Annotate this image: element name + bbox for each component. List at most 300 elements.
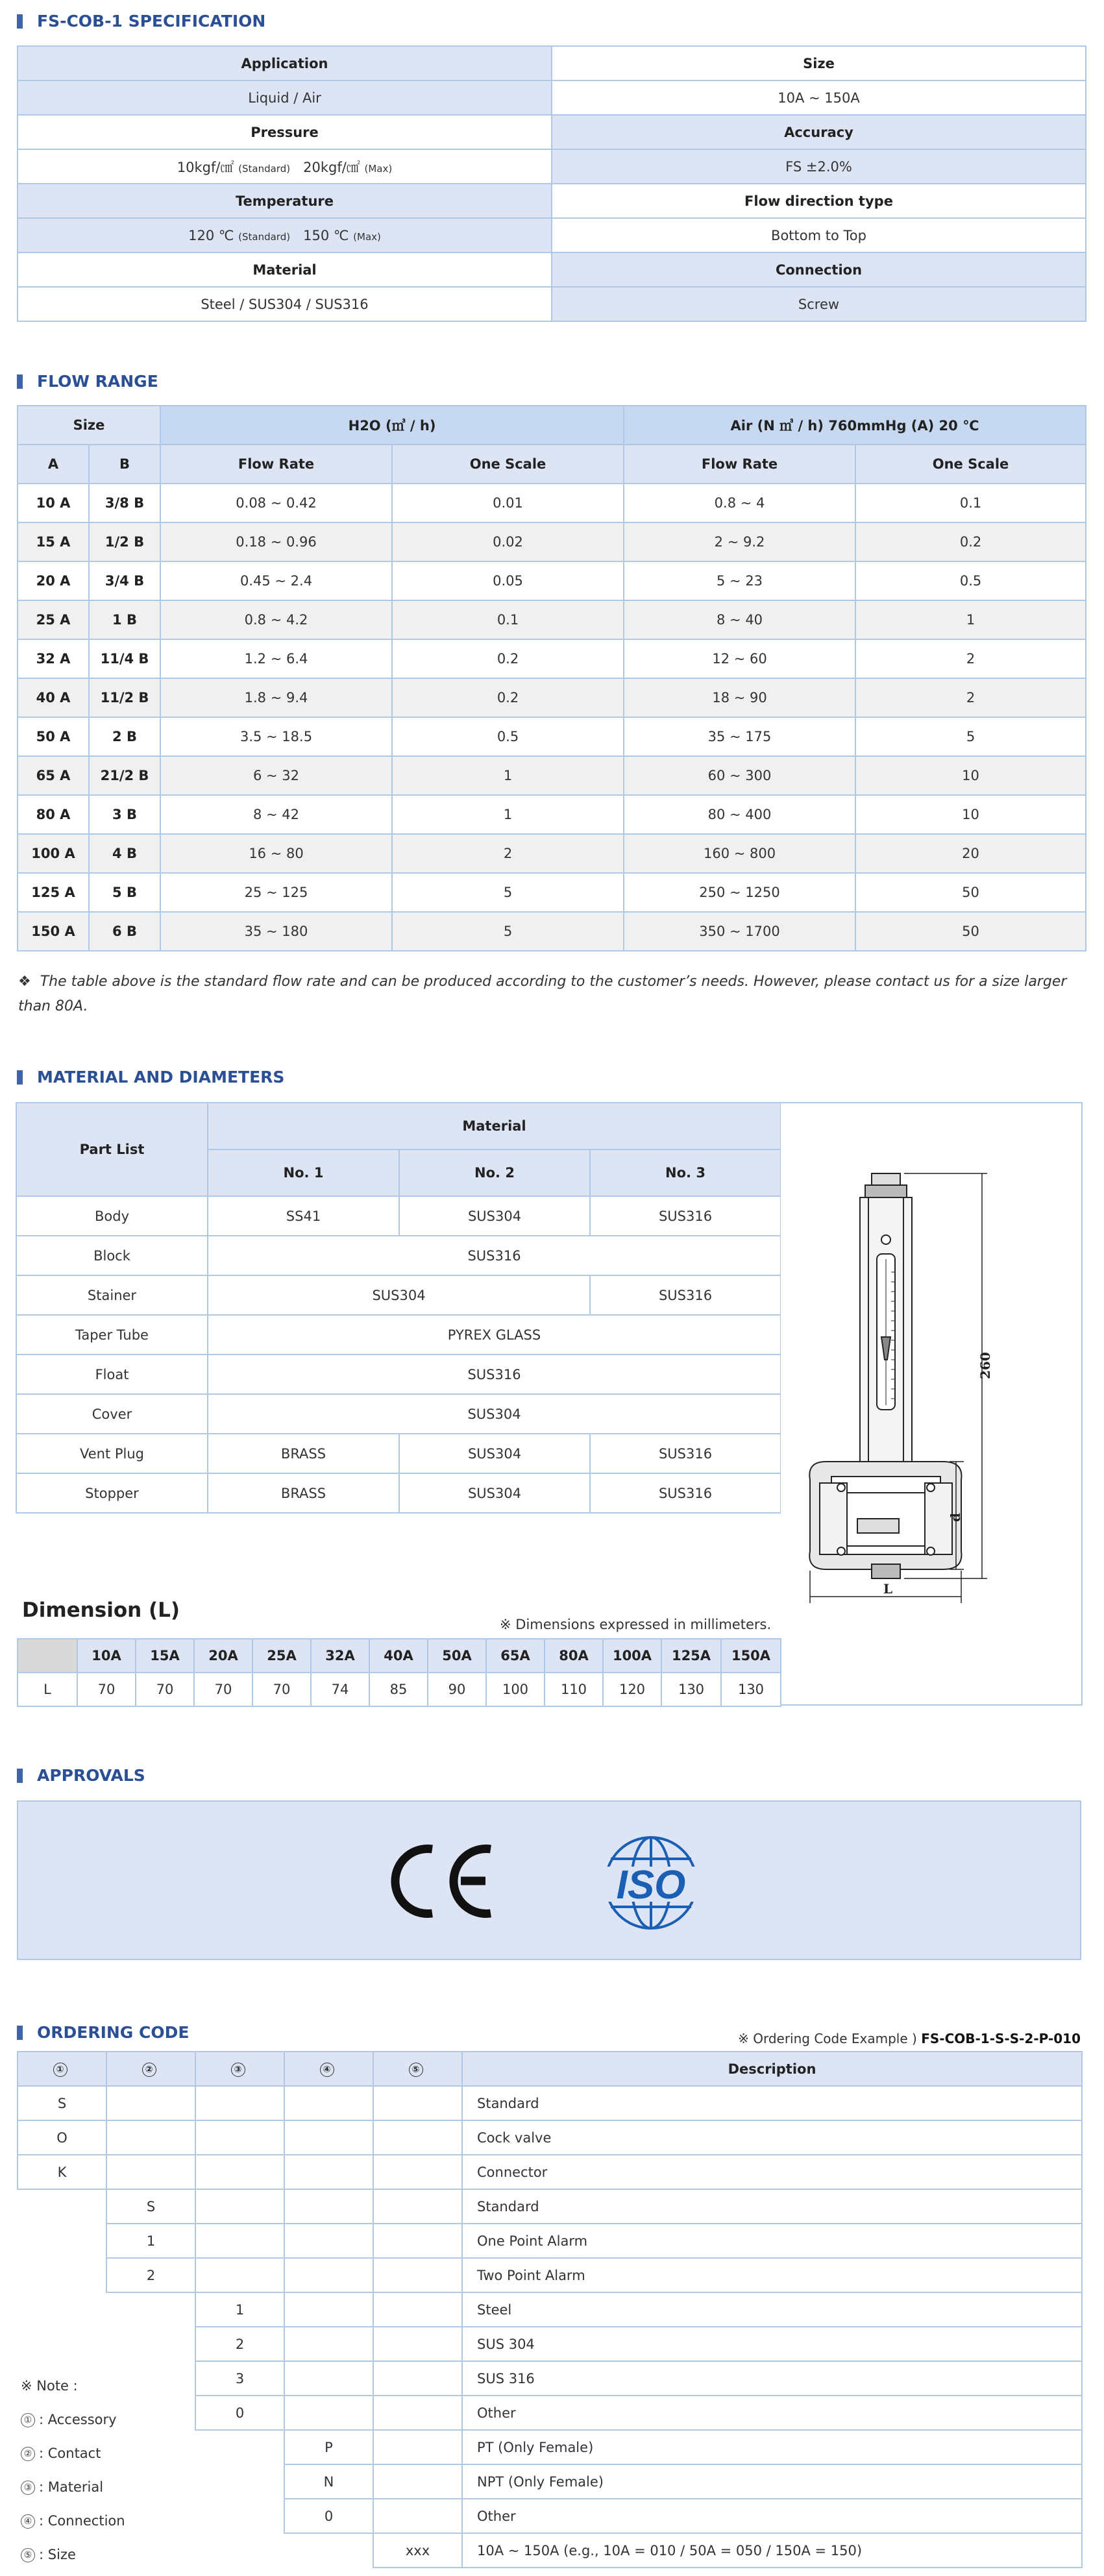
ordering-blank-cell (284, 2155, 373, 2189)
flow-header-b: B (89, 445, 160, 484)
spec-header: Application (18, 46, 552, 80)
ordering-blank-cell (195, 2189, 284, 2224)
section-marker (17, 1769, 23, 1783)
ordering-empty-cell (284, 2533, 373, 2568)
ordering-description-cell: PT (Only Female) (462, 2430, 1082, 2464)
flow-size-cell: 1/2 B (89, 522, 160, 561)
ordering-empty-cell (18, 2327, 106, 2361)
ordering-blank-cell (284, 2189, 373, 2224)
note-text: : Size (39, 2547, 76, 2562)
material-header-part-list: Part List (16, 1103, 208, 1196)
ordering-row (18, 2499, 1082, 2533)
note-item (21, 2470, 125, 2504)
part-name: Stainer (16, 1275, 208, 1315)
section-marker (17, 374, 23, 389)
ordering-description-cell: Cock valve (462, 2120, 1082, 2155)
flow-value-cell: 0.01 (392, 484, 624, 522)
ordering-row (18, 2258, 1082, 2292)
material-cell: SS41 (208, 1196, 399, 1236)
ordering-empty-cell (18, 2292, 106, 2327)
approvals-section-title: APPROVALS (17, 1766, 145, 1785)
flow-value-cell: 8 ~ 42 (160, 795, 392, 834)
dimension-size-header: 100A (603, 1639, 661, 1673)
flow-size-cell: 5 B (89, 873, 160, 912)
ordering-column-header (106, 2052, 195, 2086)
flow-row (18, 912, 1086, 951)
ordering-column-number: ① (53, 2063, 67, 2077)
ordering-description-cell: One Point Alarm (462, 2224, 1082, 2258)
ordering-code-cell: 3 (195, 2361, 284, 2396)
ordering-blank-cell (284, 2120, 373, 2155)
material-cell: SUS304 (208, 1394, 781, 1434)
ordering-blank-cell (284, 2396, 373, 2430)
flow-value-cell: 25 ~ 125 (160, 873, 392, 912)
note-item (21, 2504, 125, 2538)
note-item (21, 2538, 125, 2571)
ordering-description-cell: Standard (462, 2086, 1082, 2120)
note-number: ④ (21, 2514, 35, 2529)
ordering-column-number: ④ (320, 2063, 334, 2077)
material-header-no2: No. 2 (399, 1149, 590, 1196)
flow-row (18, 756, 1086, 795)
ordering-description-cell: NPT (Only Female) (462, 2464, 1082, 2499)
flow-row (18, 522, 1086, 561)
material-cell: SUS316 (590, 1473, 781, 1513)
flow-header-flow-rate: Flow Rate (160, 445, 392, 484)
ordering-description-cell: Standard (462, 2189, 1082, 2224)
flow-size-cell: 150 A (18, 912, 89, 951)
flow-value-cell: 10 (855, 756, 1086, 795)
material-row-block (16, 1236, 781, 1275)
flow-header-one-scale: One Scale (855, 445, 1086, 484)
flow-size-cell: 32 A (18, 639, 89, 678)
dimension-size-header: 25A (252, 1639, 311, 1673)
flow-value-cell: 0.02 (392, 522, 624, 561)
material-row-cover (16, 1394, 781, 1434)
note-number: ① (21, 2413, 35, 2427)
spec-value: Bottom to Top (552, 218, 1086, 252)
flow-value-cell: 5 (855, 717, 1086, 756)
flow-size-cell: 10 A (18, 484, 89, 522)
flow-value-cell: 5 ~ 23 (624, 561, 855, 600)
dimension-size-header: 65A (486, 1639, 545, 1673)
flow-value-cell: 5 (392, 912, 624, 951)
material-row-taper-tube (16, 1315, 781, 1355)
ordering-blank-cell (373, 2120, 462, 2155)
approvals-panel (17, 1800, 1081, 1960)
material-row-stainer (16, 1275, 781, 1315)
flow-row (18, 484, 1086, 522)
ordering-code-cell: 0 (195, 2396, 284, 2430)
flow-value-cell: 2 ~ 9.2 (624, 522, 855, 561)
dimension-height-label: 260 (977, 1352, 993, 1379)
flow-value-cell: 60 ~ 300 (624, 756, 855, 795)
ordering-empty-cell (18, 2189, 106, 2224)
flow-value-cell: 2 (392, 834, 624, 873)
flow-value-cell: 20 (855, 834, 1086, 873)
flow-section-title: FLOW RANGE (17, 372, 158, 391)
dimension-value: 130 (721, 1673, 781, 1706)
flow-value-cell: 1.8 ~ 9.4 (160, 678, 392, 717)
ordering-code-cell: 2 (195, 2327, 284, 2361)
flow-value-cell: 1 (392, 795, 624, 834)
flow-value-cell: 2 (855, 639, 1086, 678)
ordering-column-header (195, 2052, 284, 2086)
flow-value-cell: 1 (392, 756, 624, 795)
flow-size-cell: 21/2 B (89, 756, 160, 795)
flow-value-cell: 2 (855, 678, 1086, 717)
flow-row (18, 717, 1086, 756)
ordering-code-table (17, 2051, 1083, 2568)
material-cell: PYREX GLASS (208, 1315, 781, 1355)
ordering-blank-cell (284, 2224, 373, 2258)
ordering-code-cell: O (18, 2120, 106, 2155)
flow-value-cell: 1.2 ~ 6.4 (160, 639, 392, 678)
ordering-blank-cell (373, 2292, 462, 2327)
dimension-size-header: 40A (369, 1639, 428, 1673)
part-name: Float (16, 1355, 208, 1394)
flow-header-air: Air (N ㎥ / h) 760mmHg (A) 20 ℃ (624, 406, 1086, 445)
spec-table (17, 45, 1086, 322)
ordering-row (18, 2533, 1082, 2568)
ordering-blank-cell (284, 2258, 373, 2292)
flowmeter-diagram (781, 1102, 1083, 1706)
ordering-empty-cell (195, 2464, 284, 2499)
dimension-size-header: 10A (77, 1639, 136, 1673)
ordering-header-row (18, 2052, 1082, 2086)
ordering-row (18, 2189, 1082, 2224)
part-name: Taper Tube (16, 1315, 208, 1355)
ordering-description-cell: Steel (462, 2292, 1082, 2327)
ordering-description-cell: Other (462, 2396, 1082, 2430)
material-row-body (16, 1196, 781, 1236)
spec-header: Pressure (18, 115, 552, 149)
ordering-blank-cell (373, 2086, 462, 2120)
material-cell: SUS304 (399, 1434, 590, 1473)
ordering-row (18, 2430, 1082, 2464)
spec-header: Flow direction type (552, 184, 1086, 218)
dimension-value: 74 (311, 1673, 369, 1706)
flow-row (18, 639, 1086, 678)
dimension-header-row (18, 1639, 781, 1673)
iso-logo-text: ISO (616, 1863, 686, 1907)
part-name: Body (16, 1196, 208, 1236)
ordering-column-header (284, 2052, 373, 2086)
section-marker (17, 14, 23, 29)
ordering-description-cell: Other (462, 2499, 1082, 2533)
flow-value-cell: 8 ~ 40 (624, 600, 855, 639)
flow-value-cell: 0.18 ~ 0.96 (160, 522, 392, 561)
dimension-size-header: 15A (136, 1639, 194, 1673)
material-row-float (16, 1355, 781, 1394)
flow-size-cell: 20 A (18, 561, 89, 600)
ordering-code-cell: 1 (106, 2224, 195, 2258)
flow-value-cell: 0.45 ~ 2.4 (160, 561, 392, 600)
ordering-blank-cell (373, 2327, 462, 2361)
ordering-column-header (373, 2052, 462, 2086)
dimension-value: 130 (661, 1673, 721, 1706)
dimension-note: ※ Dimensions expressed in millimeters. (500, 1617, 772, 1632)
material-cell: BRASS (208, 1473, 399, 1513)
dimension-l-label: L (883, 1581, 893, 1597)
material-header-no3: No. 3 (590, 1149, 781, 1196)
flow-size-cell: 50 A (18, 717, 89, 756)
note-text: : Contact (39, 2446, 101, 2461)
flow-header-a: A (18, 445, 89, 484)
flow-header-flow-rate: Flow Rate (624, 445, 855, 484)
ordering-blank-cell (373, 2430, 462, 2464)
dimension-size-header: 125A (661, 1639, 721, 1673)
material-cell: SUS304 (399, 1473, 590, 1513)
ordering-blank-cell (106, 2120, 195, 2155)
ordering-code-cell: 2 (106, 2258, 195, 2292)
flow-header-one-scale: One Scale (392, 445, 624, 484)
flow-size-cell: 100 A (18, 834, 89, 873)
flow-value-cell: 80 ~ 400 (624, 795, 855, 834)
flow-row (18, 873, 1086, 912)
note-number: ③ (21, 2481, 35, 2495)
ordering-blank-cell (106, 2086, 195, 2120)
flow-value-cell: 50 (855, 873, 1086, 912)
ordering-blank-cell (106, 2155, 195, 2189)
ordering-blank-cell (195, 2258, 284, 2292)
material-cell: SUS304 (399, 1196, 590, 1236)
flow-row (18, 834, 1086, 873)
ordering-row (18, 2464, 1082, 2499)
ordering-row (18, 2292, 1082, 2327)
material-row-vent-plug (16, 1434, 781, 1473)
ordering-blank-cell (195, 2120, 284, 2155)
note-list (21, 2403, 125, 2571)
material-cell: SUS316 (208, 1236, 781, 1275)
flow-size-cell: 4 B (89, 834, 160, 873)
note-item (21, 2436, 125, 2470)
note-title: ※ Note : (21, 2378, 78, 2394)
spec-header: Temperature (18, 184, 552, 218)
dimension-value: 120 (603, 1673, 661, 1706)
flow-value-cell: 0.8 ~ 4 (624, 484, 855, 522)
flow-value-cell: 0.5 (855, 561, 1086, 600)
flow-row (18, 600, 1086, 639)
ordering-description-cell: Connector (462, 2155, 1082, 2189)
spec-header: Size (552, 46, 1086, 80)
flow-value-cell: 16 ~ 80 (160, 834, 392, 873)
ordering-blank-cell (195, 2086, 284, 2120)
flow-size-cell: 11/2 B (89, 678, 160, 717)
part-name: Vent Plug (16, 1434, 208, 1473)
dimension-value: 70 (252, 1673, 311, 1706)
material-cell: SUS304 (208, 1275, 590, 1315)
flow-size-cell: 3/8 B (89, 484, 160, 522)
dimension-d-label: d (948, 1513, 963, 1522)
ordering-column-header (18, 2052, 106, 2086)
ordering-blank-cell (284, 2327, 373, 2361)
spec-header: Material (18, 252, 552, 287)
iso-logo (593, 1833, 709, 1933)
ordering-code-cell: 0 (284, 2499, 373, 2533)
ordering-code-cell: P (284, 2430, 373, 2464)
flow-table-body (18, 484, 1086, 951)
ordering-row (18, 2086, 1082, 2120)
ordering-row (18, 2327, 1082, 2361)
part-name: Stopper (16, 1473, 208, 1513)
spec-value: FS ±2.0% (552, 149, 1086, 184)
flow-size-cell: 15 A (18, 522, 89, 561)
ordering-notes (21, 2369, 125, 2571)
flow-value-cell: 35 ~ 180 (160, 912, 392, 951)
ordering-blank-cell (373, 2361, 462, 2396)
ordering-column-number: ② (142, 2063, 156, 2077)
ordering-blank-cell (284, 2361, 373, 2396)
ordering-blank-cell (373, 2396, 462, 2430)
flow-value-cell: 1 (855, 600, 1086, 639)
ordering-blank-cell (373, 2189, 462, 2224)
material-cell: SUS316 (590, 1275, 781, 1315)
dimension-size-header: 80A (545, 1639, 603, 1673)
ordering-empty-cell (18, 2258, 106, 2292)
ordering-row (18, 2155, 1082, 2189)
spec-value: 120 ℃ (Standard) 150 ℃ (Max) (18, 218, 552, 252)
ce-mark-logo (388, 1844, 498, 1919)
note-text: : Accessory (39, 2412, 117, 2427)
dimension-value: 70 (194, 1673, 252, 1706)
dimension-title: Dimension (L) (22, 1599, 180, 1622)
dimension-value-row (18, 1673, 781, 1706)
ordering-row (18, 2224, 1082, 2258)
spec-value: Liquid / Air (18, 80, 552, 115)
dimension-table (17, 1638, 781, 1707)
flow-value-cell: 160 ~ 800 (624, 834, 855, 873)
ordering-empty-cell (106, 2327, 195, 2361)
flow-value-cell: 0.2 (855, 522, 1086, 561)
ordering-table-body (18, 2086, 1082, 2568)
dimension-value: 110 (545, 1673, 603, 1706)
flow-size-cell: 11/4 B (89, 639, 160, 678)
flow-value-cell: 6 ~ 32 (160, 756, 392, 795)
flow-value-cell: 35 ~ 175 (624, 717, 855, 756)
flow-value-cell: 0.05 (392, 561, 624, 600)
flow-value-cell: 18 ~ 90 (624, 678, 855, 717)
ordering-description-cell: SUS 316 (462, 2361, 1082, 2396)
material-cell: SUS316 (590, 1434, 781, 1473)
flow-row (18, 561, 1086, 600)
ordering-empty-cell (195, 2430, 284, 2464)
ordering-blank-cell (195, 2155, 284, 2189)
flow-size-cell: 1 B (89, 600, 160, 639)
note-item (21, 2403, 125, 2436)
ordering-blank-cell (195, 2224, 284, 2258)
ordering-blank-cell (284, 2086, 373, 2120)
note-text: : Material (39, 2479, 104, 2495)
flow-header-size: Size (18, 406, 160, 445)
ordering-code-cell: N (284, 2464, 373, 2499)
flow-note: ❖ The table above is the standard flow rate and can be produced according to the customer’s needs. However, please contact us for a size larger than 80A. (18, 974, 1067, 1014)
material-header-no1: No. 1 (208, 1149, 399, 1196)
flow-value-cell: 0.08 ~ 0.42 (160, 484, 392, 522)
ordering-blank-cell (373, 2499, 462, 2533)
material-row-stopper (16, 1473, 781, 1513)
ordering-empty-cell (195, 2499, 284, 2533)
flow-size-cell: 3/4 B (89, 561, 160, 600)
part-name: Cover (16, 1394, 208, 1434)
ordering-blank-cell (373, 2258, 462, 2292)
note-text: : Connection (39, 2513, 125, 2529)
dimension-row-label: L (18, 1673, 77, 1706)
section-marker (17, 2026, 23, 2040)
flow-value-cell: 0.8 ~ 4.2 (160, 600, 392, 639)
ordering-description-cell: SUS 304 (462, 2327, 1082, 2361)
material-cell: SUS316 (590, 1196, 781, 1236)
flow-value-cell: 0.1 (392, 600, 624, 639)
flow-size-cell: 6 B (89, 912, 160, 951)
spec-header: Connection (552, 252, 1086, 287)
dimension-size-header: 150A (721, 1639, 781, 1673)
flow-range-table (17, 405, 1086, 951)
flow-value-cell: 350 ~ 1700 (624, 912, 855, 951)
part-name: Block (16, 1236, 208, 1275)
ordering-blank-cell (284, 2292, 373, 2327)
flow-value-cell: 0.2 (392, 678, 624, 717)
section-marker (17, 1070, 23, 1085)
note-number: ⑤ (21, 2548, 35, 2562)
flow-value-cell: 50 (855, 912, 1086, 951)
flow-row (18, 678, 1086, 717)
ordering-code-cell: K (18, 2155, 106, 2189)
dimension-size-header: 20A (194, 1639, 252, 1673)
dimension-size-header: 50A (428, 1639, 486, 1673)
dimension-value: 100 (486, 1673, 545, 1706)
flow-size-cell: 3 B (89, 795, 160, 834)
ordering-blank-cell (373, 2224, 462, 2258)
spec-value: Steel / SUS304 / SUS316 (18, 287, 552, 321)
flow-size-cell: 40 A (18, 678, 89, 717)
flowmeter-drawing (781, 1103, 1083, 1707)
ordering-description-cell: Two Point Alarm (462, 2258, 1082, 2292)
ordering-blank-cell (373, 2464, 462, 2499)
spec-header: Accuracy (552, 115, 1086, 149)
flow-value-cell: 0.1 (855, 484, 1086, 522)
ordering-code-cell: S (106, 2189, 195, 2224)
flow-value-cell: 12 ~ 60 (624, 639, 855, 678)
ordering-row (18, 2396, 1082, 2430)
ordering-code-cell: S (18, 2086, 106, 2120)
ordering-description-cell: 10A ~ 150A (e.g., 10A = 010 / 50A = 050 / 150A = 150) (462, 2533, 1082, 2568)
ordering-section-title: ORDERING CODE (17, 2023, 189, 2042)
ordering-row (18, 2120, 1082, 2155)
dimension-value: 85 (369, 1673, 428, 1706)
material-table (16, 1102, 781, 1514)
spec-value: Screw (552, 287, 1086, 321)
dimension-value: 70 (136, 1673, 194, 1706)
ordering-column-number: ⑤ (409, 2063, 423, 2077)
ordering-column-number: ③ (231, 2063, 245, 2077)
dimension-corner (18, 1639, 77, 1673)
flow-value-cell: 0.2 (392, 639, 624, 678)
material-cell: SUS316 (208, 1355, 781, 1394)
ordering-empty-cell (18, 2224, 106, 2258)
ordering-row (18, 2361, 1082, 2396)
dimension-value: 70 (77, 1673, 136, 1706)
material-section-title: MATERIAL AND DIAMETERS (17, 1068, 284, 1086)
flow-value-cell: 5 (392, 873, 624, 912)
spec-section-title: FS-COB-1 SPECIFICATION (17, 12, 265, 31)
ordering-blank-cell (373, 2155, 462, 2189)
ordering-code-cell: xxx (373, 2533, 462, 2568)
flow-value-cell: 10 (855, 795, 1086, 834)
flow-size-cell: 125 A (18, 873, 89, 912)
flow-size-cell: 65 A (18, 756, 89, 795)
ordering-empty-cell (195, 2533, 284, 2568)
